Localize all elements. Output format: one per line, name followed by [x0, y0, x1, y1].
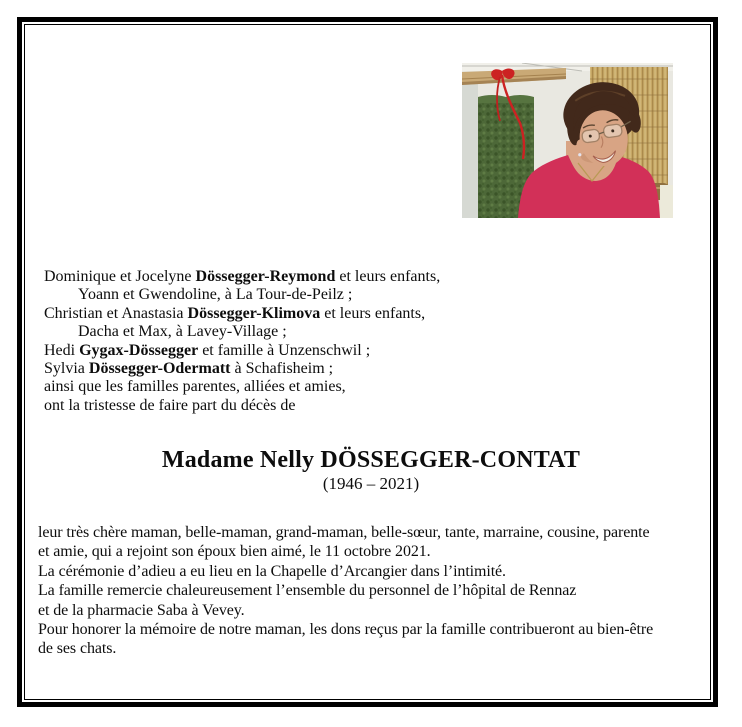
family-line: [44, 378, 440, 396]
announcement-line: La cérémonie d’adieu a eu lieu en la Chapelle d’Arcangier dans l’intimité.: [38, 562, 506, 580]
portrait-photo: [462, 63, 673, 218]
family-line: [44, 323, 440, 341]
announcement-line: et de la pharmacie Saba à Vevey.: [38, 601, 245, 619]
family-line: [44, 342, 440, 360]
family-line-text: Dacha et Max, à Lavey-Village ;: [78, 323, 287, 341]
family-line: [44, 286, 440, 304]
family-line-text: à Schafisheim ;: [230, 360, 334, 378]
portrait-photo-illustration: [462, 63, 673, 218]
family-line-text: Sylvia: [44, 360, 89, 378]
family-line-text: ainsi que les familles parentes, alliées et amies,: [44, 378, 346, 396]
family-line-text: et famille à Unzenschwil ;: [198, 341, 371, 359]
family-line-text: Christian et Anastasia: [44, 304, 188, 322]
deceased-block: [31, 447, 711, 494]
family-line: [44, 268, 440, 286]
deceased-name: Madame Nelly DÖSSEGGER-CONTAT: [161, 447, 581, 473]
family-line-text: et leurs enfants,: [320, 304, 426, 322]
announcement-line: Pour honorer la mémoire de notre maman, les dons reçus par la famille contribueront au bien-être: [38, 621, 654, 639]
family-line: [44, 305, 440, 323]
family-name-bold: Dössegger-Reymond: [195, 268, 336, 285]
announcement-line: et amie, qui a rejoint son époux bien aimé, le 11 octobre 2021.: [38, 543, 431, 561]
announcement-line: de ses chats.: [38, 640, 117, 658]
family-name-bold: Gygax-Dössegger: [79, 341, 199, 359]
family-line-text: ont la tristesse de faire part du décès de: [44, 396, 296, 414]
family-name-bold: Dössegger-Klimova: [187, 304, 321, 322]
announcement-line: La famille remercie chaleureusement l’ensemble du personnel de l’hôpital de Rennaz: [38, 582, 577, 600]
family-name-bold: Dössegger-Odermatt: [88, 360, 231, 378]
announcement-line: leur très chère maman, belle-maman, grand-maman, belle-sœur, tante, marraine, cousine, parente: [38, 524, 650, 541]
family-line: [44, 397, 440, 415]
family-line-text: Hedi: [44, 341, 80, 359]
wall-strip: [462, 83, 478, 218]
family-line-text: Dominique et Jocelyne: [44, 268, 196, 285]
closing-announcement: [38, 523, 690, 659]
family-announcement: [44, 268, 440, 415]
family-line-text: Yoann et Gwendoline, à La Tour-de-Peilz ;: [78, 286, 353, 304]
life-years: (1946 – 2021): [322, 474, 420, 493]
family-line-text: et leurs enfants,: [335, 268, 441, 285]
family-line: [44, 360, 440, 378]
